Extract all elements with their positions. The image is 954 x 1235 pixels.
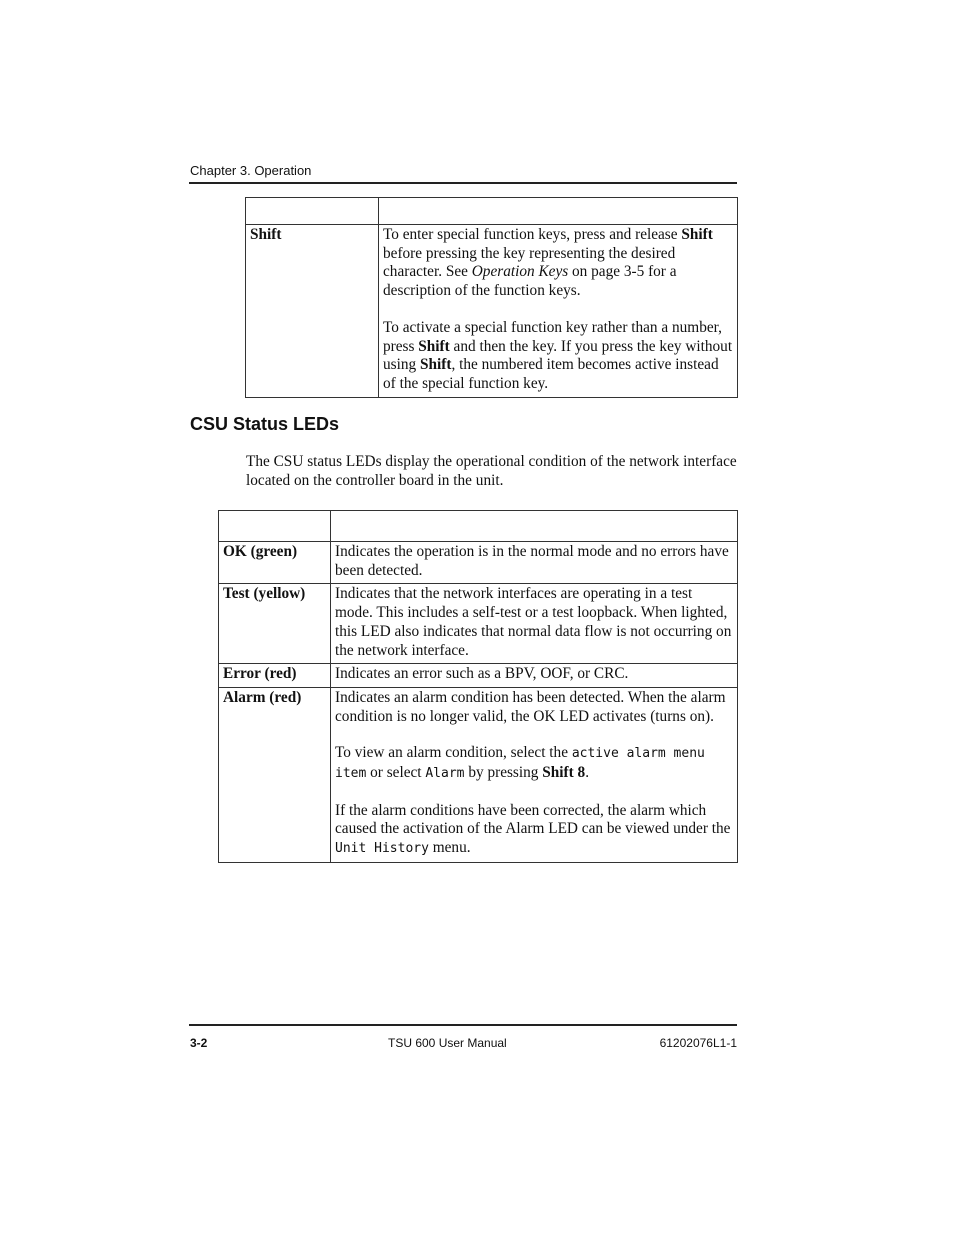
table-header-row xyxy=(219,511,738,542)
led-description xyxy=(331,687,738,862)
key-description xyxy=(379,225,738,398)
alarm-paragraph-2: To view an alarm condition, select the active alarm menu item or select Alarm by pressing Shift 8. xyxy=(335,744,705,782)
led-term: Alarm (red) xyxy=(219,687,331,862)
page-number: 3-2 xyxy=(190,1036,208,1050)
operation-keys-reference: Operation Keys xyxy=(471,263,569,281)
shift-paragraph-2: To activate a special function key rather than a number, press Shift and then the key. If you press the key without using Shift, the numbered item becomes active instead of the special function key. xyxy=(383,318,733,392)
table-row xyxy=(219,687,738,862)
table-row xyxy=(219,542,738,584)
footer-rule xyxy=(189,1024,737,1026)
led-description: Indicates that the network interfaces are operating in a test mode. This includes a self-test or a test loopback. When lighted, this LED also indicates that normal data flow is not occurring on the network interface. xyxy=(331,584,738,664)
document-number: 61202076L1-1 xyxy=(659,1036,737,1050)
shift-key-table xyxy=(245,197,738,398)
menu-item-name: Alarm xyxy=(425,766,465,782)
led-description: Indicates the operation is in the normal mode and no errors have been detected. xyxy=(331,542,738,584)
led-term: OK (green) xyxy=(219,542,331,584)
led-term: Test (yellow) xyxy=(219,584,331,664)
key-term: Shift xyxy=(246,225,379,398)
alarm-paragraph-1: Indicates an alarm condition has been detected. When the alarm condition is no longer valid, the OK LED activates (turns on). xyxy=(335,688,726,725)
table-header-row xyxy=(246,198,738,225)
table-row xyxy=(219,584,738,664)
table-row xyxy=(219,664,738,688)
table-row xyxy=(246,225,738,398)
menu-item-name: Unit History xyxy=(335,841,429,857)
running-header: Chapter 3. Operation xyxy=(190,163,312,178)
manual-title: TSU 600 User Manual xyxy=(388,1036,507,1050)
led-description: Indicates an error such as a BPV, OOF, or CRC. xyxy=(331,664,738,688)
led-table xyxy=(218,510,738,863)
header-rule xyxy=(189,182,737,184)
led-term: Error (red) xyxy=(219,664,331,688)
alarm-paragraph-3: If the alarm conditions have been corrected, the alarm which caused the activation of the Alarm LED can be viewed under the Unit History menu. xyxy=(335,801,731,857)
section-intro: The CSU status LEDs display the operational condition of the network interface located on the controller board in the unit. xyxy=(246,453,737,489)
shift-paragraph-1: To enter special function keys, press and release Shift before pressing the key representing the desired character. See Operation Keys on page 3-5 for a description of the function keys. xyxy=(383,226,713,300)
section-title: CSU Status LEDs xyxy=(190,414,340,434)
menu-item-name: active alarm menu item xyxy=(335,746,705,782)
